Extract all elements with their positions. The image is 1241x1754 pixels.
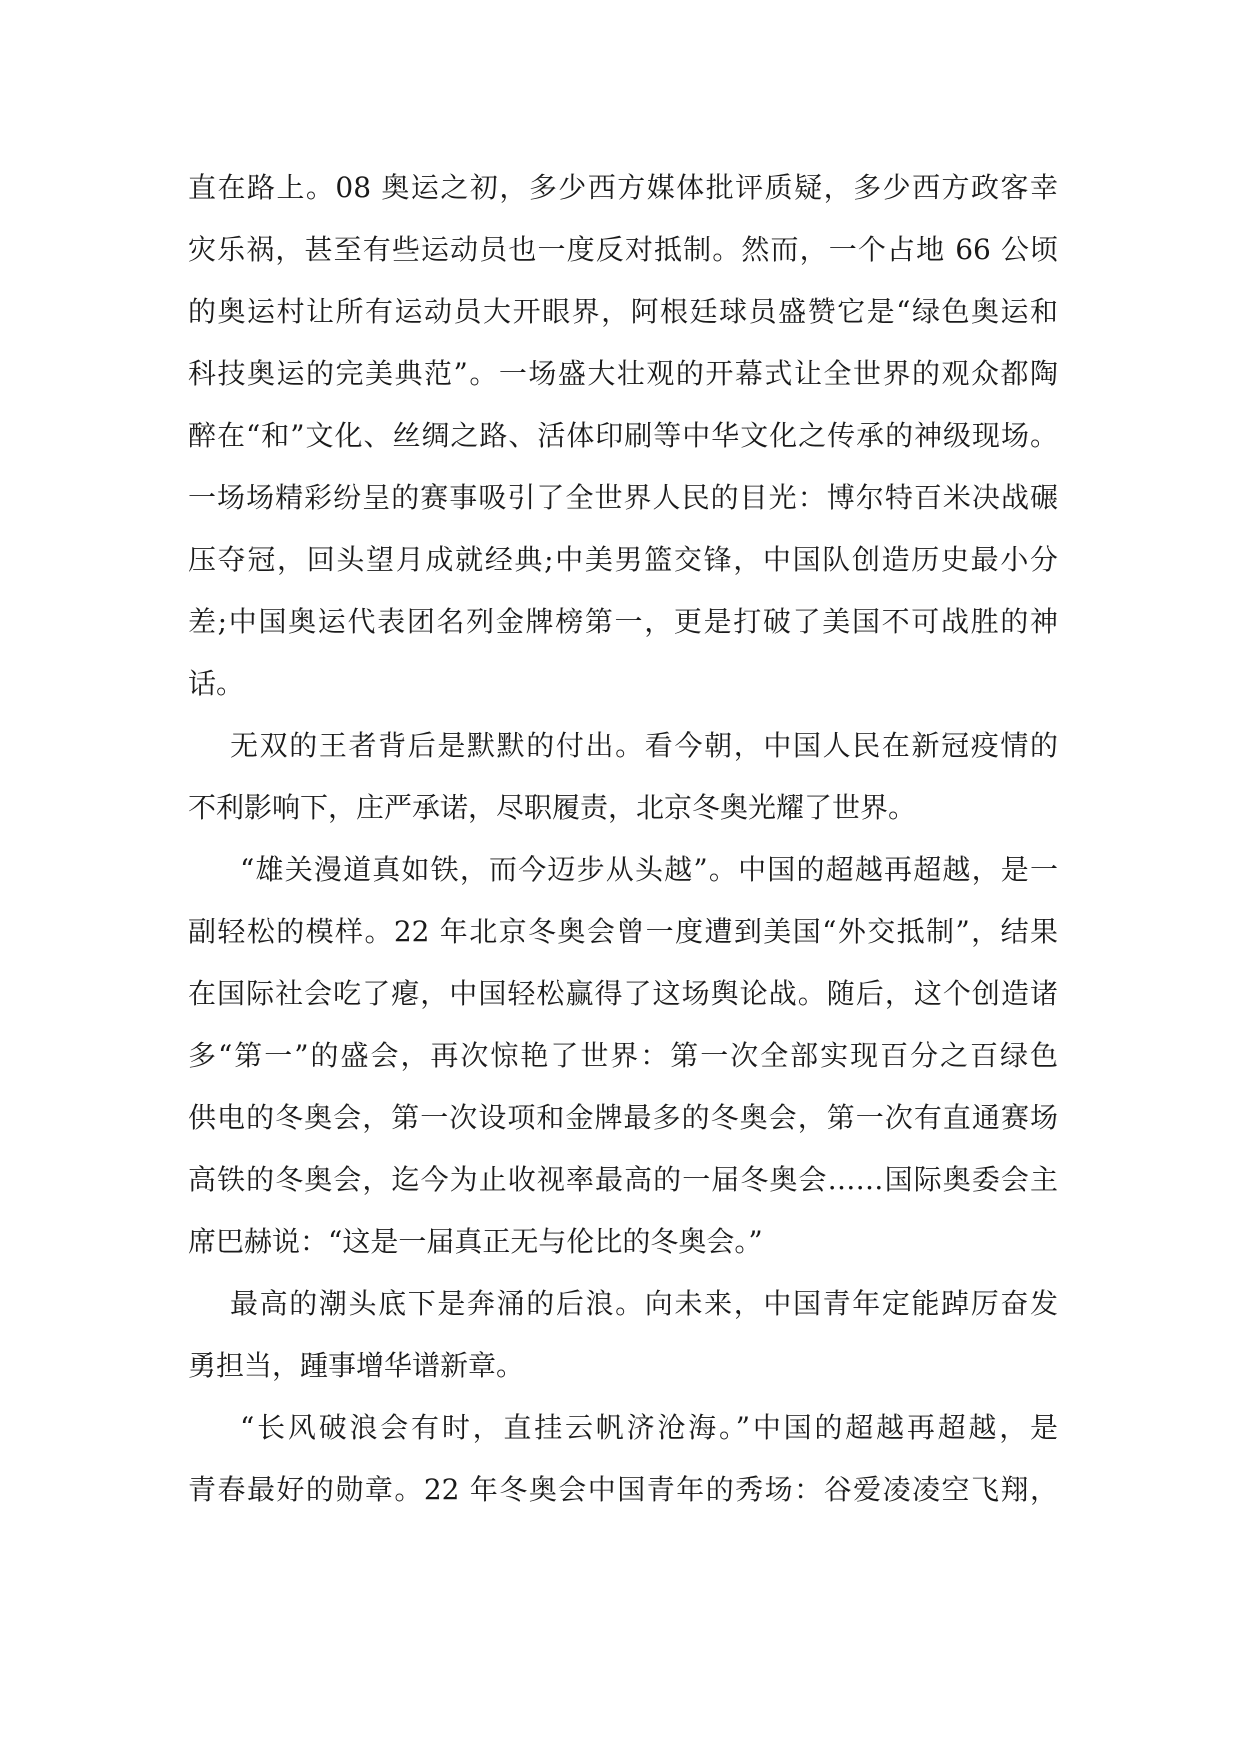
text-line: “长风破浪会有时，直挂云帆济沧海。”中国的超越再超越，是 [240,1411,1058,1444]
text-line: 无双的王者背后是默默的付出。看今朝，中国人民在新冠疫情的 [230,729,1058,762]
text-line: 压夺冠，回头望月成就经典;中美男篮交锋，中国队创造历史最小分 [188,543,1058,576]
text-line: 醉在“和”文化、丝绸之路、活体印刷等中华文化之传承的神级现场。 [188,419,1058,452]
document-body [188,157,1058,1521]
text-line: 科技奥运的完美典范”。一场盛大壮观的开幕式让全世界的观众都陶 [188,357,1058,390]
text-line: 供电的冬奥会，第一次设项和金牌最多的冬奥会，第一次有直通赛场 [188,1101,1058,1134]
paragraph-covid-commitment [188,715,1058,839]
paragraph-beijing-2008 [188,157,1058,715]
text-line: 直在路上。08 奥运之初，多少西方媒体批评质疑，多少西方政客幸 [188,171,1058,204]
text-line: 差;中国奥运代表团名列金牌榜第一，更是打破了美国不可战胜的神 [188,605,1058,638]
text-line: 副轻松的模样。22 年北京冬奥会曾一度遭到美国“外交抵制”，结果 [188,915,1058,948]
text-line: 勇担当，踵事增华谱新章。 [188,1349,525,1382]
text-line: 多“第一”的盛会，再次惊艳了世界：第一次全部实现百分之百绿色 [188,1039,1058,1072]
text-line: 席巴赫说：“这是一届真正无与伦比的冬奥会。” [188,1225,763,1258]
text-line: 不利影响下，庄严承诺，尽职履责，北京冬奥光耀了世界。 [188,791,917,824]
text-line: 灾乐祸，甚至有些运动员也一度反对抵制。然而，一个占地 66 公顷 [188,233,1058,266]
paragraph-youth-future [188,1273,1058,1397]
text-line: 在国际社会吃了瘪，中国轻松赢得了这场舆论战。随后，这个创造诸 [188,977,1058,1010]
text-line: 青春最好的勋章。22 年冬奥会中国青年的秀场：谷爱凌凌空飞翔， [188,1473,1058,1506]
text-line: 话。 [188,667,245,700]
text-line: 一场场精彩纷呈的赛事吸引了全世界人民的目光：博尔特百米决战碾 [188,481,1058,514]
paragraph-winter-olympics-2022 [188,839,1058,1273]
text-line: “雄关漫道真如铁，而今迈步从头越”。中国的超越再超越，是一 [240,853,1058,886]
text-line: 的奥运村让所有运动员大开眼界，阿根廷球员盛赞它是“绿色奥运和 [188,295,1058,328]
text-line: 最高的潮头底下是奔涌的后浪。向未来，中国青年定能踔厉奋发 [230,1287,1058,1320]
paragraph-youth-medal [188,1397,1058,1521]
text-line: 高铁的冬奥会，迄今为止收视率最高的一届冬奥会……国际奥委会主 [188,1163,1058,1196]
